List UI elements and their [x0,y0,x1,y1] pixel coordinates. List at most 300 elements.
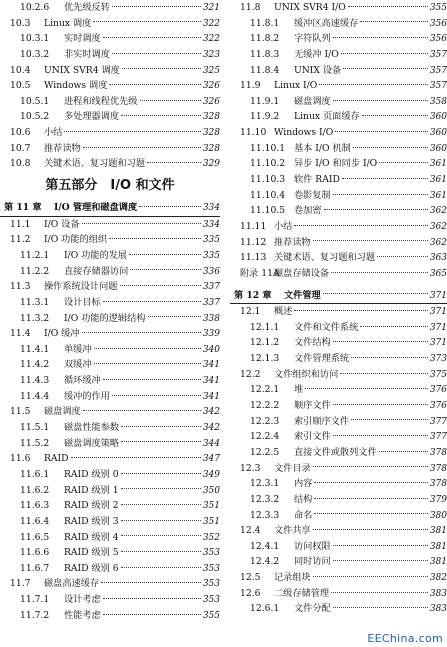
dot-leader [294,310,427,311]
part-heading: 第五部分 I/O 和文件 [45,178,175,194]
section-entry [230,0,447,16]
dot-leader [139,206,201,207]
dot-leader [103,37,201,38]
dot-leader [333,194,428,195]
section-entry [0,576,220,592]
subsection-entry [230,476,447,492]
entry-title: RAID 级别 5 [64,547,119,559]
entry-title: 缓冲区高速缓存 [294,17,359,29]
entry-title: I/O 功能的组织 [44,234,108,246]
entry-number: 11.12 [240,236,267,248]
page-number: 377 [429,432,447,443]
section-entry [230,570,447,586]
dot-leader [333,607,428,608]
section-entry [0,217,220,233]
section-entry [0,78,220,94]
subsection-entry [230,63,447,79]
page-number: 382 [429,573,447,584]
page-number: 329 [202,159,220,170]
entry-number: 11.5 [10,406,31,418]
subsection-entry [0,373,220,389]
entry-number: 11.3 [10,281,31,293]
entry-number: 11.10.5 [250,205,286,217]
dot-leader [103,598,201,599]
dot-leader [342,178,428,179]
page-number: 362 [429,206,447,217]
entry-number: 12.3.2 [250,493,280,505]
section-entry [0,156,220,172]
entry-number: 11.8.1 [250,17,280,29]
entry-number: 11.10.2 [250,158,286,170]
page-number: 375 [429,369,447,380]
page-number: 378 [429,463,447,474]
page-number: 360 [429,143,447,154]
entry-number: 11.2 [10,234,31,246]
entry-title: 二级存储管理 [274,587,330,599]
section-entry [0,16,220,32]
entry-title: 记录组块 [274,572,311,584]
entry-title: Linux I/O [274,80,318,92]
entry-number: 10.7 [10,142,31,154]
subsection-entry [230,601,447,617]
dot-leader [360,326,428,327]
dot-leader [94,363,201,364]
subsection-entry [0,483,220,499]
entry-title: 优先级反转 [64,2,110,13]
section-entry [230,304,447,320]
subsection-entry [0,357,220,373]
dot-leader [323,293,428,294]
entry-number: 10.3 [10,17,31,29]
entry-number: 10.5.1 [20,95,50,107]
dot-leader [121,504,201,505]
entry-number: 11.6.4 [20,515,50,527]
entry-title: 性能考虑 [64,609,101,621]
dot-leader [340,373,428,374]
entry-number: 11.8.3 [250,48,280,60]
subsection-entry [230,203,447,219]
subsection-entry [230,492,447,508]
dot-leader [331,272,428,273]
entry-title: 单缓冲 [64,343,92,355]
subsection-entry [230,445,447,461]
subsection-entry [230,335,447,351]
subsection-entry [230,47,447,63]
subsection-entry [0,530,220,546]
entry-number: 11.4.4 [20,390,50,402]
entry-number: 12.1.3 [250,353,280,365]
page-number: 339 [202,329,220,340]
page-number: 326 [202,96,220,107]
subsection-entry [0,420,220,436]
entry-title: 磁盘调度 [294,95,331,107]
dot-leader [101,582,201,583]
page-number: 340 [202,344,220,355]
subsection-entry [0,47,220,63]
entry-title: 卷影复制 [294,189,331,201]
section-entry [230,235,447,251]
toc-right-column [230,0,447,617]
page-number: 371 [429,307,447,318]
dot-leader [147,162,201,163]
entry-title: 文件组织和访问 [274,368,339,380]
subsection-entry [0,561,220,577]
dot-leader [343,68,428,69]
entry-number: 12.1.2 [250,337,280,349]
subsection-entry [0,498,220,514]
page-number: 342 [202,407,220,418]
dot-leader [109,238,201,239]
entry-number: 11.9.1 [250,95,280,107]
entry-title: 双缓冲 [64,359,92,371]
page-number: 383 [429,588,447,599]
section-entry [0,451,220,467]
subsection-entry [230,188,447,204]
entry-title: 顺序文件 [294,400,331,412]
page-number: 383 [429,604,447,615]
page-number: 358 [429,96,447,107]
entry-title: I/O 设备 [44,218,80,230]
dot-leader [313,240,428,241]
page-number: 355 [202,610,220,621]
entry-number: 附录 11A [240,267,280,279]
entry-title: RAID [44,453,69,465]
entry-title: 命名 [294,509,313,521]
entry-title: 设计目标 [64,296,101,308]
entry-number: 第 12 章 [234,289,272,301]
section-entry [230,78,447,94]
page-number: 377 [429,416,447,427]
page-number: 351 [202,501,220,512]
entry-number: 10.4 [10,64,31,76]
dot-leader [121,473,201,474]
entry-number: 11.4.1 [20,343,50,355]
entry-title: RAID 级别 4 [64,531,119,543]
subsection-entry [0,545,220,561]
entry-title: 关键术语、复习题和习题 [44,158,146,170]
entry-title: 无缓冲 I/O [294,48,339,60]
subsection-entry [230,539,447,555]
dot-leader [112,6,201,7]
dot-leader [313,529,428,530]
entry-title: 同时访问 [294,556,331,568]
entry-title: 推荐读物 [274,236,311,248]
page-number: 344 [202,438,220,449]
subsection-entry [0,248,220,264]
subsection-entry [230,414,447,430]
entry-number: 11.5.1 [20,422,50,434]
dot-leader [351,419,428,420]
dot-leader [335,131,428,132]
entry-title: RAID 级别 0 [64,468,119,480]
entry-title: 堆 [294,384,304,396]
dot-leader [314,513,427,514]
dot-leader [83,410,201,411]
section-entry [230,367,447,383]
entry-title: 循环缓冲 [64,375,101,387]
dot-leader [140,100,201,101]
dot-leader [333,560,428,561]
page-number: 360 [429,128,447,139]
entry-number: 11.13 [240,252,267,264]
dot-leader [112,395,201,396]
dot-leader [377,256,428,257]
entry-title: 访问权限 [294,540,331,552]
entry-title: UNIX 设备 [294,64,342,76]
entry-title: 多处理器调度 [64,111,120,123]
entry-title: 文件管理系统 [294,353,350,365]
section-entry [0,326,220,342]
page-number: 321 [202,3,220,13]
subsection-entry [0,436,220,452]
entry-number: 11.6.7 [20,562,50,574]
page-number: 373 [429,354,447,365]
entry-number: 12.5 [240,572,261,584]
entry-title: I/O 管理和磁盘调度 [54,202,138,214]
dot-leader [331,592,428,593]
entry-number: 11.10.4 [250,189,286,201]
dot-leader [82,223,201,224]
entry-number: 12.4.2 [250,556,280,568]
page-number: 326 [202,81,220,92]
subsection-entry [230,16,447,32]
dot-leader [314,482,427,483]
dot-leader [319,84,428,85]
entry-title: Windows I/O [274,127,334,139]
entry-number: 11.11 [240,220,267,232]
section-entry [0,279,220,295]
page-number: 378 [429,447,447,458]
page-number: 325 [202,65,220,76]
entry-title: 操作系统设计问题 [44,281,118,293]
entry-number: 12.4 [240,525,261,537]
section-entry [0,63,220,79]
entry-number: 10.5 [10,80,31,92]
dot-leader [353,147,428,148]
entry-number: 11.5.2 [20,437,50,449]
dot-leader [64,131,200,132]
page-number: 357 [429,65,447,76]
entry-title: 异步 I/O 和同步 I/O [294,158,378,170]
dot-leader [294,225,427,226]
dot-leader [362,115,428,116]
section-entry [230,219,447,235]
entry-number: 第 11 章 [4,202,42,214]
subsection-entry [0,295,220,311]
subsection-entry [230,31,447,47]
page-number: 322 [202,18,220,29]
entry-title: 小结 [44,127,63,139]
entry-number: 12.2.3 [250,415,280,427]
entry-title: 非实时调度 [64,48,110,60]
entry-title: 文件和文件系统 [294,321,359,333]
subsection-entry [230,141,447,157]
entry-title: 磁盘存储设备 [274,267,330,279]
entry-number: 12.6.1 [250,603,280,615]
entry-title: 实时调度 [64,33,101,45]
page-number: 328 [202,128,220,139]
dot-leader [121,488,201,489]
page-number: 322 [202,34,220,45]
page-number: 328 [202,112,220,123]
dot-leader [333,100,428,101]
section-entry [0,232,220,248]
page-number: 350 [202,485,220,496]
page-number: 351 [202,516,220,527]
entry-title: Linux 调度 [44,17,92,29]
dot-leader [121,535,201,536]
page-number: 337 [202,282,220,293]
section-entry [0,125,220,141]
subsection-entry [230,94,447,110]
entry-title: 文件结构 [294,337,331,349]
section-entry [230,250,447,266]
entry-title: 索引顺序文件 [294,415,350,427]
page-number: 376 [429,385,447,396]
section-entry [230,125,447,141]
entry-number: 11.9 [240,80,261,92]
entry-title: 结构 [294,493,313,505]
dot-leader [313,576,428,577]
subsection-entry [230,156,447,172]
entry-title: 文件管理 [284,289,321,301]
entry-number: 11.3.1 [20,296,50,308]
entry-title: 直接文件或散列文件 [294,446,377,458]
page-number: 362 [429,221,447,232]
subsection-entry [230,351,447,367]
entry-title: 进程和线程优先级 [64,95,138,107]
subsection-entry [0,467,220,483]
subsection-entry [0,0,220,16]
page-number: 371 [429,322,447,333]
page-number: 335 [202,235,220,246]
entry-number: 10.5.2 [20,111,50,123]
page-number: 379 [429,494,447,505]
entry-title: 磁盘调度策略 [64,437,120,449]
dot-leader [94,348,201,349]
page-number: 357 [429,81,447,92]
entry-title: RAID 级别 6 [64,562,119,574]
entry-number: 11.6.2 [20,484,50,496]
page-number: 362 [429,237,447,248]
entry-title: 基本 I/O 机制 [294,142,351,154]
page-number: 334 [202,203,220,214]
dot-leader [379,451,428,452]
entry-title: 文件共享 [274,525,311,537]
entry-number: 12.1.1 [250,321,280,333]
dot-leader [93,21,200,22]
dot-leader [314,498,427,499]
entry-title: 卷加密 [294,205,322,217]
page-number: 355 [429,3,447,13]
page-number: 334 [202,219,220,230]
page-number: 328 [202,143,220,154]
page-number: 380 [429,510,447,521]
dot-leader [103,614,201,615]
dot-leader [71,457,201,458]
entry-number: 10.6 [10,127,31,139]
entry-number: 12.6 [240,587,261,599]
dot-leader [333,37,428,38]
entry-title: 磁盘性能参数 [64,422,120,434]
entry-title: 磁盘高速缓存 [44,578,100,590]
chapter-entry [230,288,447,305]
section-entry [230,523,447,539]
chapter-entry [0,200,220,217]
dot-leader [130,269,201,270]
page-number: 371 [429,338,447,349]
page-number: 353 [202,548,220,559]
dot-leader [121,441,201,442]
page-number: 357 [429,49,447,60]
page-number: 335 [202,250,220,261]
dot-leader [129,254,201,255]
page-number: 360 [429,112,447,123]
entry-number: 11.7.2 [20,609,50,621]
dot-leader [333,545,428,546]
subsection-entry [230,382,447,398]
entry-title: RAID 级别 1 [64,484,119,496]
dot-leader [305,388,428,389]
entry-number: 11.6.1 [20,468,50,480]
entry-number: 12.2.4 [250,431,280,443]
page-number: 376 [429,401,447,412]
section-entry [0,404,220,420]
entry-number: 11.6 [10,453,31,465]
subsection-entry [0,592,220,608]
subsection-entry [230,429,447,445]
entry-title: 设计考虑 [64,594,101,606]
dot-leader [112,53,201,54]
dot-leader [313,466,428,467]
entry-number: 11.8.4 [250,64,280,76]
entry-title: 文件分配 [294,603,331,615]
page-number: 353 [202,595,220,606]
entry-number: 11.2.1 [20,249,50,261]
dot-leader [121,426,201,427]
page-number: 323 [202,49,220,60]
dot-leader [148,316,201,317]
entry-title: 磁盘调度 [44,406,81,418]
entry-number: 12.2 [240,368,261,380]
entry-number: 10.3.1 [20,33,50,45]
entry-number: 11.9.2 [250,111,280,123]
dot-leader [103,379,201,380]
entry-number: 12.1 [240,306,261,318]
entry-number: 10.3.2 [20,48,50,60]
dot-leader [122,68,201,69]
subsection-entry [230,554,447,570]
section-entry [230,266,447,282]
entry-title: 内容 [294,478,313,490]
entry-number: 12.3.1 [250,478,280,490]
subsection-entry [230,320,447,336]
subsection-entry [0,311,220,327]
dot-leader [348,6,428,7]
entry-number: 12.3 [240,462,261,474]
dot-leader [109,84,200,85]
dot-leader [341,53,428,54]
page-number: 349 [202,469,220,480]
dot-leader [121,567,201,568]
page-number: 361 [429,159,447,170]
subsection-entry [0,109,220,125]
subsection-entry [0,94,220,110]
subsection-entry [0,264,220,280]
watermark-logo: EEChina.com [367,632,443,645]
toc-left-column [0,0,220,623]
dot-leader [103,301,201,302]
